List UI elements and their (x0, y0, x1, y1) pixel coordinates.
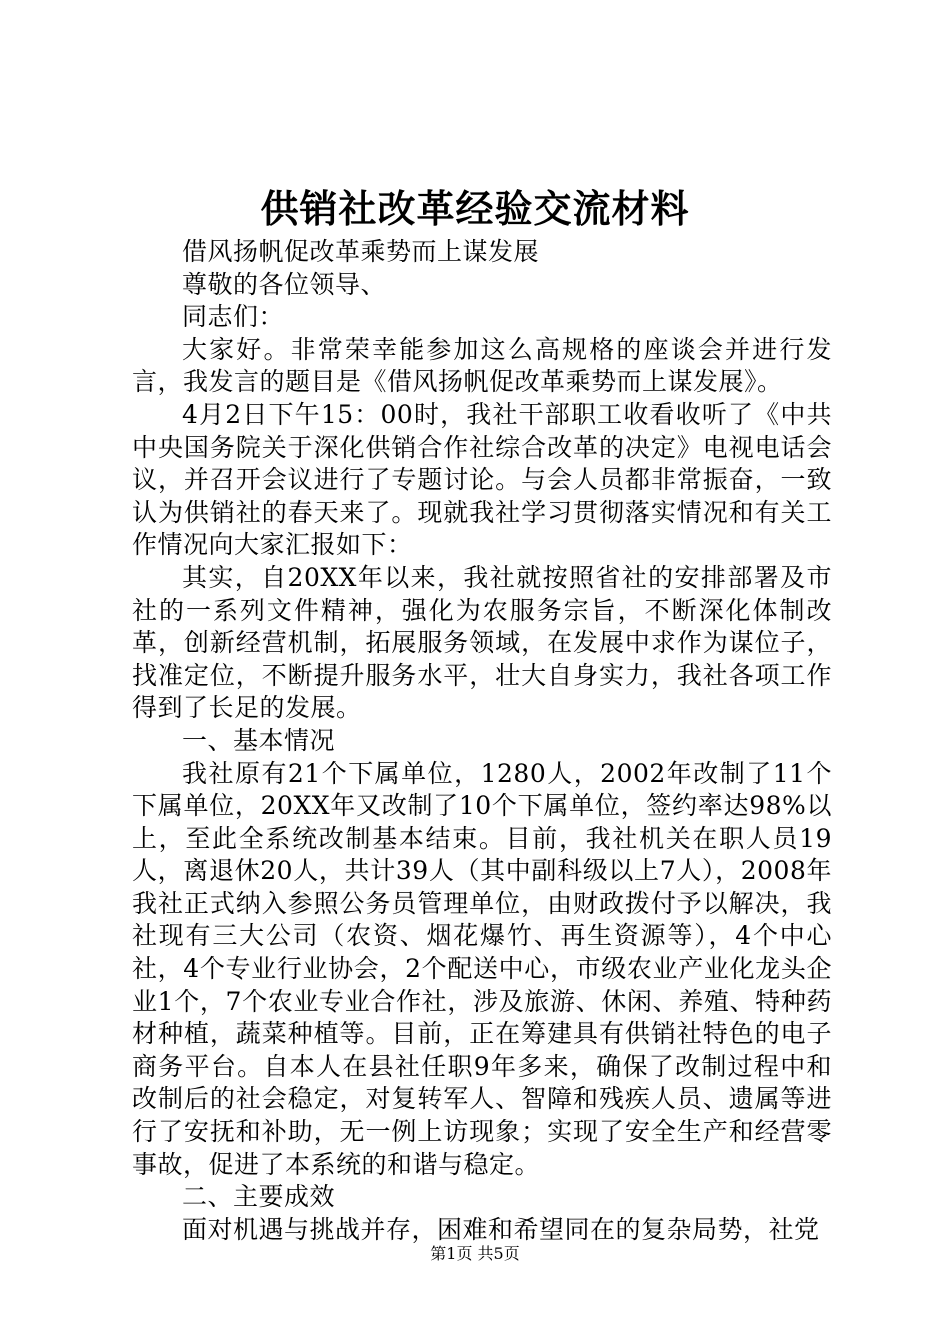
document-body (132, 236, 832, 1246)
paragraph-subtitle: 借风扬帆促改革乘势而上谋发展 (182, 237, 540, 266)
paragraph-overview: 其实，自20XX年以来，我社就按照省社的安排部署及市社的一系列文件精神，强化为农服务宗旨，不断深化体制改革，创新经营机制，拓展服务领域，在发展中求作为谋位子，找准定位，不断提升服务水平，壮大自身实力，我社各项工作得到了长足的发展。 (132, 562, 832, 723)
document-title: 供销社改革经验交流材料 (260, 186, 690, 231)
paragraph-salutation-leaders: 尊敬的各位领导、 (182, 269, 387, 299)
paragraph-greeting: 大家好。非常荣幸能参加这么高规格的座谈会并进行发言，我发言的题目是《借风扬帆促改革乘势而上谋发展》。 (132, 334, 832, 397)
paragraph-basic-situation: 我社原有21个下属单位，1280人，2002年改制了11个下属单位，20XX年又改制了10个下属单位，签约率达98%以上，至此全系统改制基本结束。目前，我社机关在职人员19人，离退休20人，共计39人（其中副科级以上7人），2008年我社正式纳入参照公务员管理单位，由财政拨付予以解决，我社现有三大公司（农资、烟花爆竹、再生资源等），4个中心社，4个专业行业协会，2个配送中心，市级农业产业化龙头企业1个，7个农业专业合作社，涉及旅游、休闲、养殖、特种药材种植，蔬菜种植等。目前，正在筹建具有供销社特色的电子商务平台。自本人在县社任职9年多来，确保了改制过程中和改制后的社会稳定，对复转军人、智障和残疾人员、遗属等进行了安抚和补助，无一例上访现象；实现了安全生产和经营零事故，促进了本系统的和谐与稳定。 (132, 758, 832, 1179)
page-footer: 第1页 共5页 (430, 1244, 520, 1263)
paragraph-salutation-comrades: 同志们： (182, 302, 285, 332)
section-heading-basic: 一、基本情况 (182, 725, 336, 755)
section-heading-results: 二、主要成效 (182, 1182, 336, 1212)
paragraph-results-start: 面对机遇与挑战并存，困难和希望同在的复杂局势，社党 (182, 1214, 820, 1244)
paragraph-meeting: 4月2日下午15：00时，我社干部职工收看收听了《中共中央国务院关于深化供销合作社综合改革的决定》电视电话会议，并召开会议进行了专题讨论。与会人员都非常振奋，一致认为供销社的春天来了。现就我社学习贯彻落实情况和有关工作情况向大家汇报如下： (132, 399, 832, 560)
